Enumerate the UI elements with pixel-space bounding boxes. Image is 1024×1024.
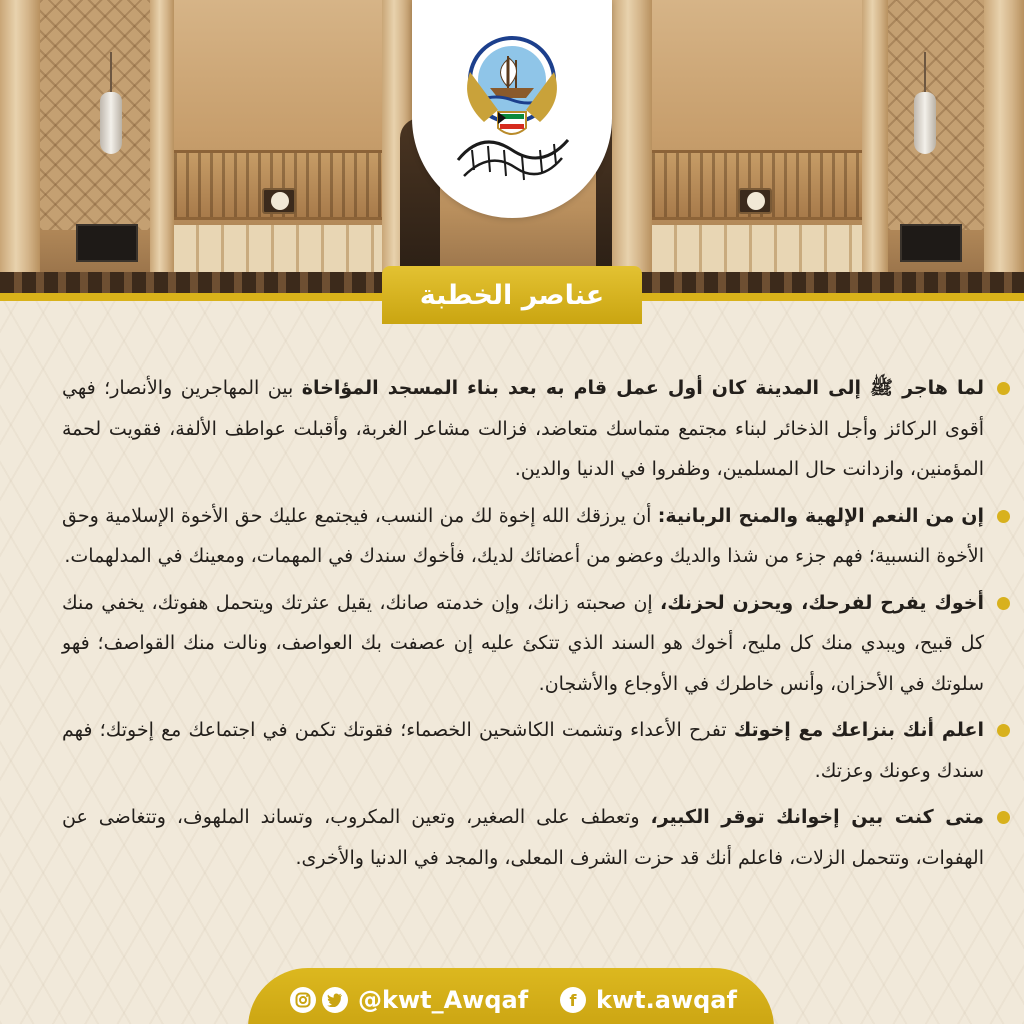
social-link-twitter-instagram[interactable] <box>290 984 528 1016</box>
ministry-logo <box>412 0 612 218</box>
list-item <box>62 496 984 577</box>
point-lead: إن من النعم الإلهية والمنح الربانية: <box>657 504 984 527</box>
sermon-points-list <box>62 368 984 884</box>
bullet-icon <box>997 510 1010 523</box>
bullet-icon <box>997 811 1010 824</box>
twitter-icon[interactable] <box>322 987 348 1013</box>
point-text: إن صحبته زانك، وإن خدمته صانك، يقيل عثرتك ويتحمل هفوتك، يخفي منك كل قبيح، ويبدي منك كل مليح، أخوك هو السند الذي تتكئ عليه إن عصفت بك العواصف، ونالت منك القواصف؛ فهو سلوتك في الأحزان، وأنس خاطرك في الأوجاع والأشجان. <box>62 591 984 695</box>
list-item <box>62 368 984 490</box>
bullet-icon <box>997 597 1010 610</box>
list-item <box>62 583 984 705</box>
social-link-facebook[interactable] <box>560 984 737 1016</box>
point-lead: أخوك يفرح لفرحك، ويحزن لحزنك، <box>659 591 984 614</box>
bullet-icon <box>997 382 1010 395</box>
instagram-icon[interactable] <box>290 987 316 1013</box>
social-handle[interactable]: kwt.awqaf <box>596 986 737 1014</box>
title-banner <box>382 266 642 324</box>
facebook-icon[interactable]: f <box>560 987 586 1013</box>
list-item <box>62 710 984 791</box>
point-text: تفرح الأعداء وتشمت الكاشحين الخصماء؛ فقوتك تكمن في اجتماعك مع إخوتك؛ فهم سندك وعونك وعزتك. <box>62 719 984 782</box>
bullet-icon <box>997 724 1010 737</box>
point-text: وتعطف على الصغير، وتعين المكروب، وتساند الملهوف، وتتغاضى عن الهفوات، وتتحمل الزلات، فاعلم أنك قد حزت الشرف المعلى، والمجد في الدنيا والأخرى. <box>62 806 984 869</box>
page-title: عناصر الخطبة <box>419 279 605 311</box>
social-handle[interactable]: @kwt_Awqaf <box>358 986 529 1014</box>
list-item <box>62 797 984 878</box>
point-text: بين المهاجرين والأنصار؛ فهي أقوى الركائز وأجل الذخائر لبناء مجتمع متماسك متعاضد، فزالت مشاعر الغربة، وأقبلت عواطف الألفة، فقويت لحمة المؤمنين، وازدانت حال المسلمين، وظفروا في الدنيا والدين. <box>62 377 984 480</box>
kuwait-emblem-icon <box>412 0 612 218</box>
point-lead: لما هاجر ﷺ إلى المدينة كان أول عمل قام به بعد بناء المسجد المؤاخاة <box>301 377 984 399</box>
point-text: أن يرزقك الله إخوة لك من النسب، فيجتمع عليك حق الأخوة الإسلامية وحق الأخوة النسبية؛ فهم جزء من شذا والديك وعضو من أعضائك لديك، فأخوك سندك في المهمات، ومعينك في المدلهمات. <box>62 504 984 567</box>
point-lead: اعلم أنك بنزاعك مع إخوتك <box>733 719 984 741</box>
point-lead: متى كنت بين إخوانك توقر الكبير، <box>650 806 984 828</box>
